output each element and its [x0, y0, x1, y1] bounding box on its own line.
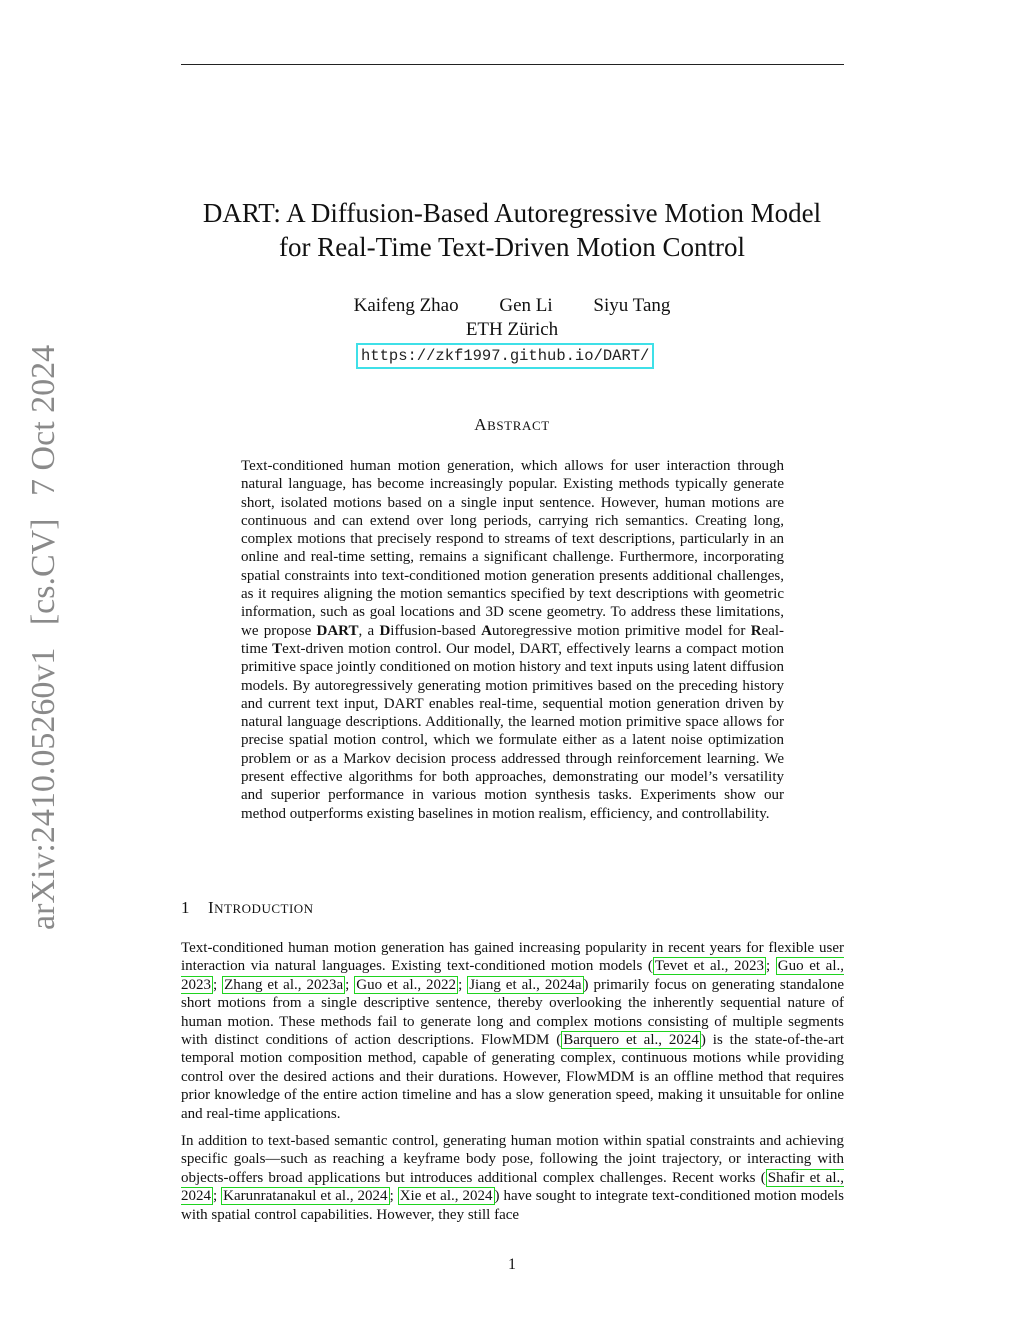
paragraph-text: ) primarily focus on generating standalone short motions from a single descriptive sentence, thereby overlooking the inherently sequential nature of human motion. These methods fail to generate long and complex motions consisting of multiple segments with distinct conditions of action descriptions. FlowMDM (	[181, 976, 845, 1049]
intro-paragraph-1	[181, 939, 844, 1123]
abstract-text: utoregressive motion primitive model for	[491, 622, 751, 639]
arxiv-stamp	[18, 344, 70, 930]
abstract-text: Text-conditioned human motion generation, which allows for user interaction through natural language, has become increasingly popular. Existing methods typically generate short, isolated motions based on a single input sentence. However, human motions are continuous and can extend over long periods, carrying rich semantics. Creating long, complex motions that precisely respond to streams of text descriptions, particularly in an online and real-time setting, remains a significant challenge. Furthermore, incorporating spatial constraints into text-conditioned motion generation presents additional challenges, as it requires aligning the motion semantics specified by text descriptions with geometric information, such as goal locations and 3D scene geometry. To address these limitations, we propose	[241, 458, 784, 639]
citation-link[interactable]: Guo et al., 2022	[356, 976, 457, 993]
arxiv-id: arXiv:2410.05260v1	[25, 647, 62, 930]
abstract-text: ext-driven motion control.	[282, 640, 442, 657]
citation-link[interactable]: Xie et al., 2024	[399, 1188, 493, 1205]
citation-link[interactable]: Zhang et al., 2023a	[224, 976, 344, 993]
citation-link[interactable]: Barquero et al., 2024	[563, 1032, 699, 1049]
abstract-body	[241, 457, 784, 823]
abstract-text: , a	[358, 622, 380, 639]
citation-link[interactable]: Tevet et al., 2023	[654, 958, 764, 975]
title-line-1: DART: A Diffusion-Based Autoregressive Motion Model	[202, 198, 822, 228]
abstract-text: iffusion-based	[390, 622, 482, 639]
project-url-link[interactable]: https://zkf1997.github.io/DART/	[356, 343, 654, 369]
citation-link[interactable]: Guo et al., 2023	[181, 958, 845, 993]
abstract-text: Our model, DART, effectively learns a compact motion primitive space jointly conditioned on motion history and text inputs using latent diffusion models. By autoregressively generating motion primitives based on the preceding history and current text input, DART enables real-time, sequential motion generation driven by natural language descriptions. Additionally, the learned motion primitive space allows for precise spatial motion control, which we formulate either as a latent noise optimization problem or as a Markov decision process addressed through reinforcement learning. We present effective algorithms for both approaches, demonstrating our model’s versatility and superior performance in various motion synthesis tasks. Experiments show our method outperforms existing baselines in motion realism, efficiency, and controllability.	[241, 640, 784, 822]
paragraph-text: ) have sought to integrate text-conditioned motion models with spatial control capabilities. However, they still face	[181, 1188, 844, 1223]
author-name: Siyu Tang	[593, 295, 671, 316]
title-line-2: for Real-Time Text-Driven Motion Control	[278, 232, 746, 262]
abstract-heading	[312, 415, 712, 435]
arxiv-category: [cs.CV]	[25, 518, 62, 626]
citation-separator: ;	[345, 976, 355, 993]
abstract-heading-rest: BSTRACT	[487, 418, 550, 433]
author-name: Gen Li	[499, 295, 553, 316]
paragraph-text: ) is the state-of-the-art temporal motion composition method, capable of generating complex, continuous motions while providing control over the desired actions and their durations. However, FlowMDM is an offline method that requires prior knowledge of the entire action timeline and has a slow generation speed, making it unsuitable for online and real-time applications.	[181, 1032, 844, 1122]
section-title-rest: NTRODUCTION	[214, 901, 314, 916]
paragraph-text: In addition to text-based semantic control, generating human motion within spatial constraints and achieving specific goals—such as reaching a keyframe body pose, following the joint trajectory, or interacting with objects-offers broad applications but introduces additional complex challenges. Recent works (	[181, 1133, 844, 1186]
citation-link[interactable]: Shafir et al., 2024	[181, 1169, 844, 1205]
abstract-acronym-letter: R	[750, 622, 762, 639]
citation-link[interactable]: Karunratanakul et al., 2024	[223, 1188, 388, 1205]
author-name: Kaifeng Zhao	[353, 295, 459, 316]
citation-separator: ;	[213, 1188, 222, 1205]
page-number: 1	[508, 1256, 516, 1273]
citation-separator: ;	[213, 976, 223, 993]
abstract-dart-bold: DART	[316, 622, 359, 639]
paper-title	[150, 196, 874, 264]
citation-separator: ;	[389, 1188, 398, 1205]
abstract-text: eal-time	[241, 622, 785, 657]
citation-link[interactable]: Jiang et al., 2024a	[469, 976, 582, 993]
abstract-acronym-letter: D	[379, 622, 391, 639]
header-rule	[181, 64, 844, 65]
abstract-acronym-letter: T	[272, 640, 283, 657]
paragraph-text: Text-conditioned human motion generation has gained increasing popularity in recent years for flexible user interaction via natural languages. Existing text-conditioned motion models (	[181, 940, 844, 975]
arxiv-date: 7 Oct 2024	[25, 344, 62, 496]
section-number: 1	[181, 898, 190, 917]
abstract-heading-initial: A	[474, 415, 488, 434]
citation-separator: ;	[458, 976, 468, 993]
citation-separator: ;	[766, 958, 776, 975]
section-heading-introduction	[181, 898, 314, 918]
intro-paragraph-2	[181, 1132, 844, 1224]
section-title-initial: I	[208, 898, 215, 917]
author-list	[312, 294, 712, 318]
abstract-acronym-letter: A	[481, 622, 492, 639]
affiliation: ETH Zürich	[465, 319, 559, 340]
